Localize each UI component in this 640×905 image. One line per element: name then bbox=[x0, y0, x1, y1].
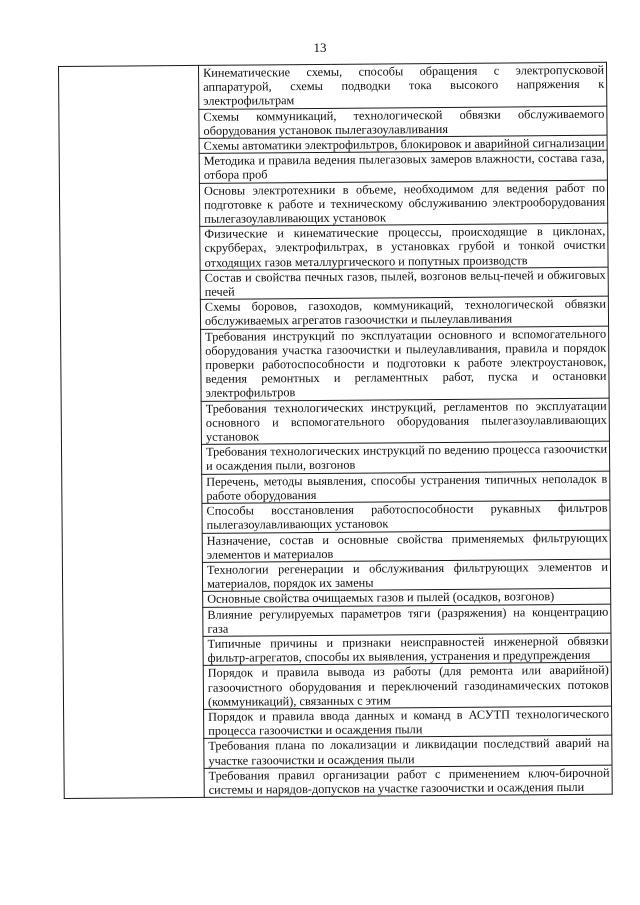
table-cell: Перечень, методы выявления, способы устранения типичных неполадок в работе оборудования bbox=[202, 471, 610, 504]
table-cell: Порядок и правила ввода данных и команд в АСУТП технологического процесса газоочистки и осаждения пыли bbox=[204, 706, 612, 739]
table-cell: Технологии регенерации и обслуживания фильтрующих элементов и материалов, порядок их замены bbox=[202, 559, 610, 592]
requirements-table-body bbox=[59, 62, 613, 798]
table-cell: Схемы боровов, газоходов, коммуникаций, технологической обвязки обслуживаемых агрегатов газоочистки и пылеулавливания bbox=[200, 296, 608, 329]
table-cell: Физические и кинематические процессы, происходящие в циклонах, скрубберах, электрофильтрах, в установках грубой и тонкой очистки отходящих газов металлургического и попутных производств bbox=[200, 223, 608, 270]
table-cell: Порядок и правила вывода из работы (для ремонта или аварийной) газоочистного оборудования и переключений газодинамических потоков (коммуникаций), связанных с этим bbox=[203, 663, 611, 710]
requirements-table bbox=[58, 62, 613, 799]
table-cell: Требования технологических инструкций по ведению процесса газоочистки и осаждения пыли, возгонов bbox=[201, 441, 609, 474]
table-cell: Методика и правила ведения пылегазовых замеров влажности, состава газа, отбора проб bbox=[199, 150, 607, 183]
table-left-column bbox=[59, 65, 205, 798]
table-cell: Требования инструкций по эксплуатации основного и вспомогательного оборудования участка газоочистки и пылеулавливания, правила и порядок проверки работоспособности и подготовки к работе электроустановок, ведения ремонтных и регламентных работ, пуска и остановки электрофильтров bbox=[201, 326, 610, 401]
table-cell: Требования плана по локализации и ликвидации последствий аварий на участке газоочистки и осаждения пыли bbox=[204, 736, 612, 769]
table-row bbox=[59, 62, 607, 110]
table-cell: Типичные причины и признаки неисправностей инженерной обвязки фильтр-агрегатов, способы их выявления, устранения и предупреждения bbox=[203, 633, 611, 666]
table-cell: Назначение, состав и основные свойства применяемых фильтрующих элементов и материалов bbox=[202, 530, 610, 563]
table-cell: Кинематические схемы, способы обращения с электропусковой аппаратурой, схемы подводки тока высокого напряжения к электрофильтрам bbox=[198, 62, 606, 109]
table-cell: Состав и свойства печных газов, пылей, возгонов вельц-печей и обжиговых печей bbox=[200, 267, 608, 300]
table-cell: Основные свойства очищаемых газов и пылей (осадков, возгонов) bbox=[203, 588, 611, 606]
page-number: 13 bbox=[313, 40, 327, 55]
table-cell: Требования технологических инструкций, регламентов по эксплуатации основного и вспомогательного оборудования пылегазоулавливающих установок bbox=[201, 398, 609, 445]
table-cell: Основы электротехники в объеме, необходимом для ведения работ по подготовке к работе и техническому обслуживанию электрооборудования пылегазоулавливающих установок bbox=[199, 180, 607, 227]
table-cell: Схемы автоматики электрофильтров, блокировок и аварийной сигнализации bbox=[199, 135, 607, 153]
table-cell: Влияние регулируемых параметров тяги (разряжения) на концентрацию газа bbox=[203, 604, 611, 637]
table-cell: Требования правил организации работ с применением ключ-бирочной системы и нарядов-допусков на участке газоочистки и осаждения пыли bbox=[204, 765, 612, 798]
table-cell: Способы восстановления работоспособности рукавных фильтров пылегазоулавливающих установок bbox=[202, 500, 610, 533]
table-cell: Схемы коммуникаций, технологической обвязки обслуживаемого оборудования установок пылегазоулавливания bbox=[199, 106, 607, 139]
